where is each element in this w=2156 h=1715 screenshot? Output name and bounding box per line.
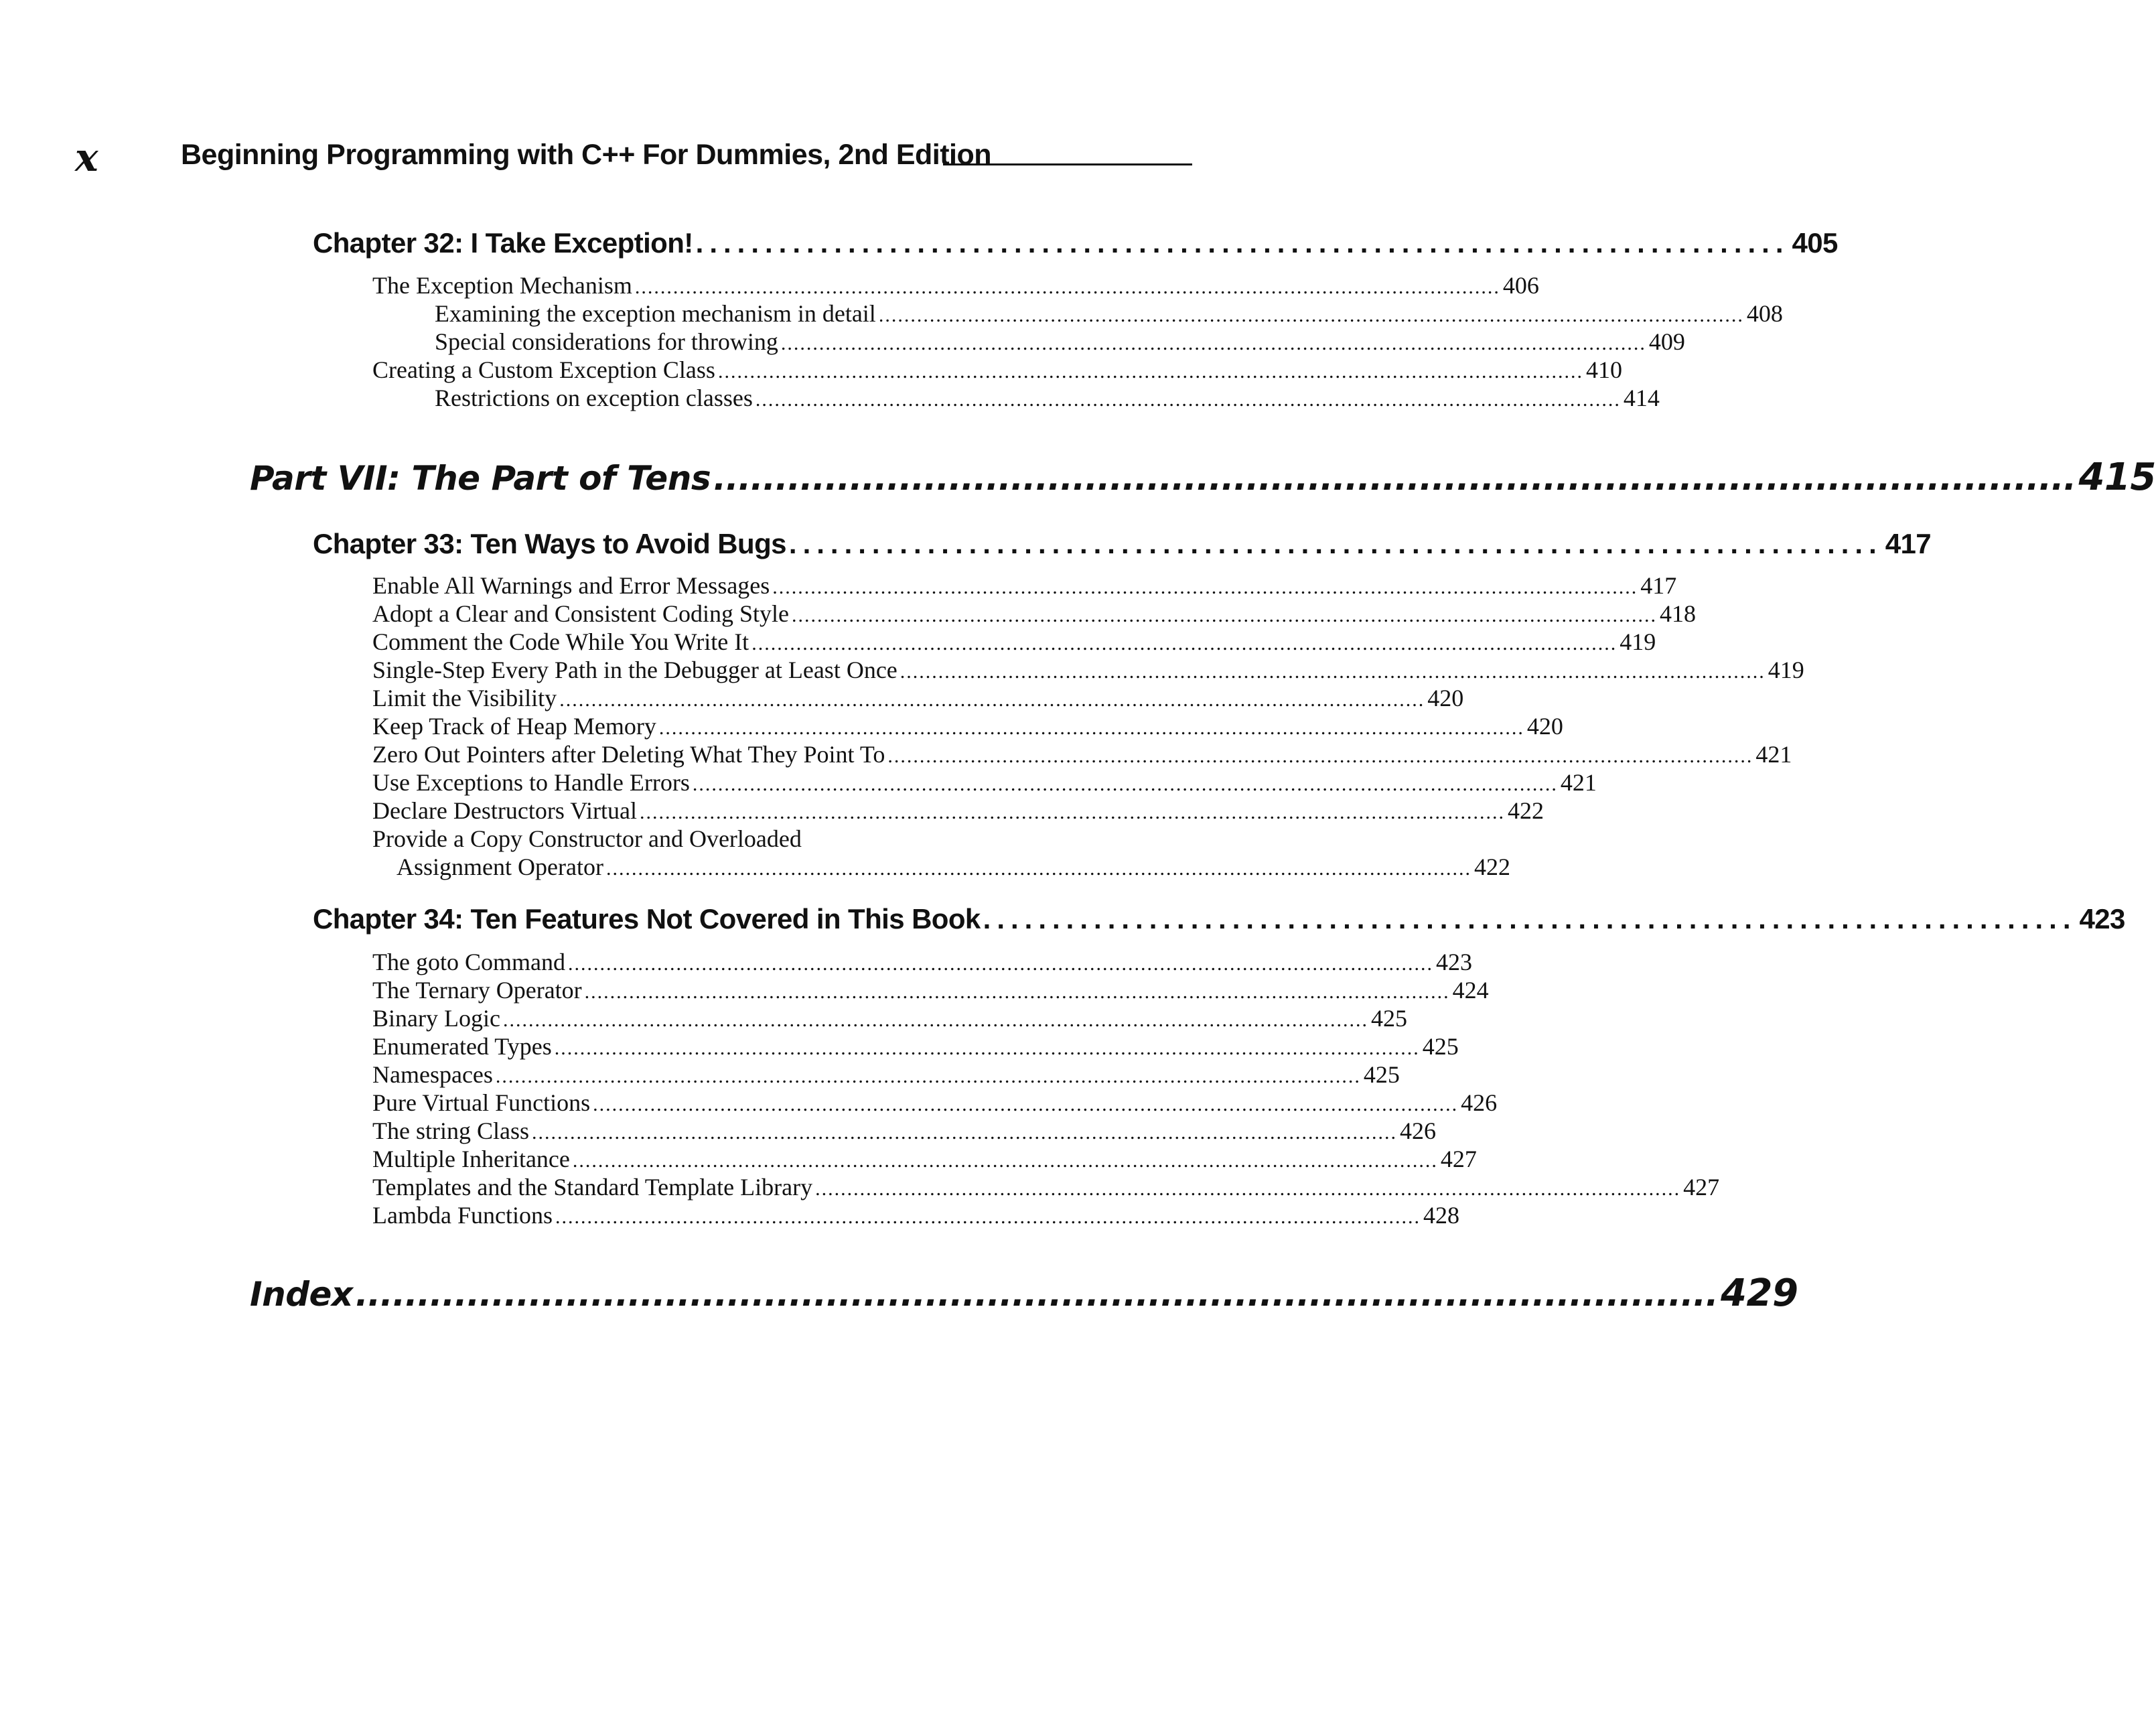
entry-page: 425 (1370, 1005, 1407, 1032)
toc-subentry[interactable] (435, 384, 1660, 412)
entry-title: Enable All Warnings and Error Messages (372, 572, 770, 599)
dot-leader: ........................................................................................................................................ (593, 1093, 1459, 1115)
entry-title: Namespaces (372, 1061, 493, 1088)
index-page: 429 (1721, 1272, 1798, 1315)
entry-title: Assignment Operator (397, 853, 603, 880)
entry-page: 421 (1560, 769, 1597, 796)
toc-entry[interactable] (372, 1173, 1720, 1201)
toc-entry[interactable] (372, 356, 1622, 384)
toc-entry[interactable] (372, 1089, 1498, 1117)
entry-title: Multiple Inheritance (372, 1146, 570, 1172)
toc-entry[interactable] (372, 712, 1563, 740)
toc-entry[interactable] (372, 976, 1489, 1004)
entry-page: 425 (1422, 1033, 1459, 1060)
entry-page: 427 (1683, 1174, 1720, 1200)
toc-chapter-33[interactable] (313, 524, 1932, 564)
dot-leader: ........................................................................................................................................ (584, 981, 1450, 1003)
entry-title: The string Class (372, 1117, 529, 1144)
entry-page: 427 (1440, 1146, 1477, 1172)
dot-leader: ........................................................................................................................................ (772, 576, 1638, 598)
toc-index[interactable] (250, 1267, 1798, 1320)
entry-page: 425 (1363, 1061, 1400, 1088)
entry-title: The Exception Mechanism (372, 272, 632, 299)
entry-page: 419 (1620, 628, 1656, 655)
entry-title: Use Exceptions to Handle Errors (372, 769, 690, 796)
entry-page: 421 (1755, 741, 1792, 768)
toc-entry[interactable] (372, 948, 1472, 976)
entry-title: Comment the Code While You Write It (372, 628, 749, 655)
dot-leader: ........................................................................................................................................ (531, 1121, 1397, 1144)
dot-leader: ........................................................................................................................................ (658, 717, 1524, 739)
header-rule (943, 163, 1192, 165)
entry-page: 418 (1659, 600, 1696, 627)
dot-leader: ........................................................................................................................................ (755, 389, 1621, 411)
dot-leader: ........................................................................................................................................ (751, 632, 1618, 655)
dot-leader: ........................................................................................................................................ (605, 858, 1471, 880)
dot-leader: ........................................................................................................................................ (634, 276, 1500, 298)
entry-title: Creating a Custom Exception Class (372, 356, 715, 383)
entry-title: Restrictions on exception classes (435, 385, 753, 411)
entry-title: Examining the exception mechanism in detail (435, 300, 876, 327)
entry-title: Templates and the Standard Template Library (372, 1174, 813, 1200)
toc-entry[interactable] (372, 768, 1597, 797)
entry-title: Special considerations for throwing (435, 328, 778, 355)
chapter-title: Chapter 33: Ten Ways to Avoid Bugs (313, 528, 786, 559)
chapter-title: Chapter 34: Ten Features Not Covered in This Book (313, 903, 981, 935)
entry-page: 424 (1452, 977, 1489, 1004)
toc-entry-continuation[interactable] (397, 853, 1510, 881)
chapter-title: Chapter 32: I Take Exception! (313, 227, 693, 259)
dot-leader: ........................................................................................................................................ (692, 773, 1558, 795)
entry-page: 417 (1640, 572, 1677, 599)
dot-leader: ........................................................................................................................................ (815, 1178, 1681, 1200)
entry-title: The Ternary Operator (372, 977, 582, 1004)
toc-entry[interactable] (372, 684, 1464, 712)
entry-title: Zero Out Pointers after Deleting What They Point To (372, 741, 885, 768)
dot-leader: .............................................................................................................. (355, 1275, 1719, 1314)
dot-leader: ........................................................................................................................................ (554, 1037, 1420, 1059)
toc-entry[interactable] (372, 1004, 1407, 1032)
toc-entry[interactable] (372, 1201, 1459, 1229)
dot-leader: ........................................................................................................................................ (559, 689, 1425, 711)
toc-entry[interactable] (372, 628, 1656, 656)
dot-leader: ............................................................................... (695, 227, 1790, 259)
entry-title: Lambda Functions (372, 1202, 553, 1229)
entry-page: 428 (1423, 1202, 1459, 1229)
dot-leader: ........................................................................................................................................ (717, 360, 1583, 383)
dot-leader: ........................................................................................................................................ (887, 745, 1753, 767)
chapter-page: 417 (1885, 528, 1932, 559)
toc-entry[interactable] (372, 797, 1544, 825)
entry-title: Limit the Visibility (372, 685, 557, 711)
entry-page: 420 (1526, 713, 1563, 740)
dot-leader: ........................................................................................................................................ (502, 1009, 1368, 1031)
toc-entry[interactable] (372, 1032, 1459, 1060)
toc-chapter-32[interactable] (313, 223, 1838, 263)
toc-entry[interactable] (372, 1060, 1400, 1089)
part-page: 415 (2078, 456, 2156, 499)
toc-subentry[interactable] (435, 328, 1685, 356)
entry-title: Binary Logic (372, 1005, 500, 1032)
toc-subentry[interactable] (435, 299, 1783, 328)
dot-leader: ........................................................................................................................................ (567, 953, 1433, 975)
dot-leader: ........................................................................................................................................ (555, 1206, 1421, 1228)
dot-leader: ........................................................................................................................................ (572, 1150, 1438, 1172)
entry-page: 422 (1474, 853, 1510, 880)
toc-entry[interactable] (372, 1117, 1436, 1145)
entry-page: 423 (1435, 949, 1472, 975)
entry-page: 426 (1461, 1089, 1498, 1116)
toc-entry[interactable] (372, 600, 1696, 628)
toc-chapter-34[interactable] (313, 899, 2125, 939)
toc-entry[interactable] (372, 271, 1539, 299)
index-title: Index (250, 1275, 353, 1314)
entry-title: Keep Track of Heap Memory (372, 713, 656, 740)
toc-entry-first-line[interactable]: Provide a Copy Constructor and Overloaded (372, 825, 802, 852)
chapter-page: 423 (2079, 903, 2125, 935)
dot-leader: ............................................................................... (983, 903, 2077, 935)
entry-title: Pure Virtual Functions (372, 1089, 591, 1116)
dot-leader: ........................................................................................................................................ (495, 1065, 1361, 1087)
dot-leader: .............................................................................................................. (713, 459, 2076, 498)
entry-page: 414 (1623, 385, 1660, 411)
entry-title: Single-Step Every Path in the Debugger at Least Once (372, 657, 897, 683)
dot-leader: ........................................................................................................................................ (780, 332, 1646, 354)
toc-entry[interactable] (372, 656, 1804, 684)
dot-leader: ........................................................................................................................................ (900, 661, 1766, 683)
toc-part-7[interactable] (250, 452, 2156, 504)
entry-title: The goto Command (372, 949, 565, 975)
chapter-page: 405 (1792, 227, 1838, 259)
toc-entry[interactable] (372, 740, 1792, 768)
page-folio: x (75, 135, 98, 180)
entry-title: Declare Destructors Virtual (372, 797, 638, 824)
toc-entry[interactable] (372, 571, 1677, 600)
entry-page: 409 (1648, 328, 1685, 355)
entry-page: 406 (1502, 272, 1539, 299)
entry-page: 408 (1746, 300, 1783, 327)
entry-page: 419 (1768, 657, 1804, 683)
toc-entry[interactable] (372, 1145, 1477, 1173)
entry-page: 410 (1585, 356, 1622, 383)
entry-page: 426 (1399, 1117, 1436, 1144)
entry-page: 420 (1427, 685, 1464, 711)
part-title: Part VII: The Part of Tens (250, 459, 711, 498)
dot-leader: ........................................................................................................................................ (878, 304, 1744, 326)
book-title: Beginning Programming with C++ For Dummies, 2nd Edition (181, 139, 992, 171)
entry-page: 422 (1508, 797, 1544, 824)
dot-leader: ........................................................................................................................................ (640, 801, 1506, 823)
entry-title: Adopt a Clear and Consistent Coding Style (372, 600, 789, 627)
entry-title: Enumerated Types (372, 1033, 552, 1060)
dot-leader: ........................................................................................................................................ (791, 604, 1657, 626)
dot-leader: ............................................................................... (788, 528, 1883, 559)
